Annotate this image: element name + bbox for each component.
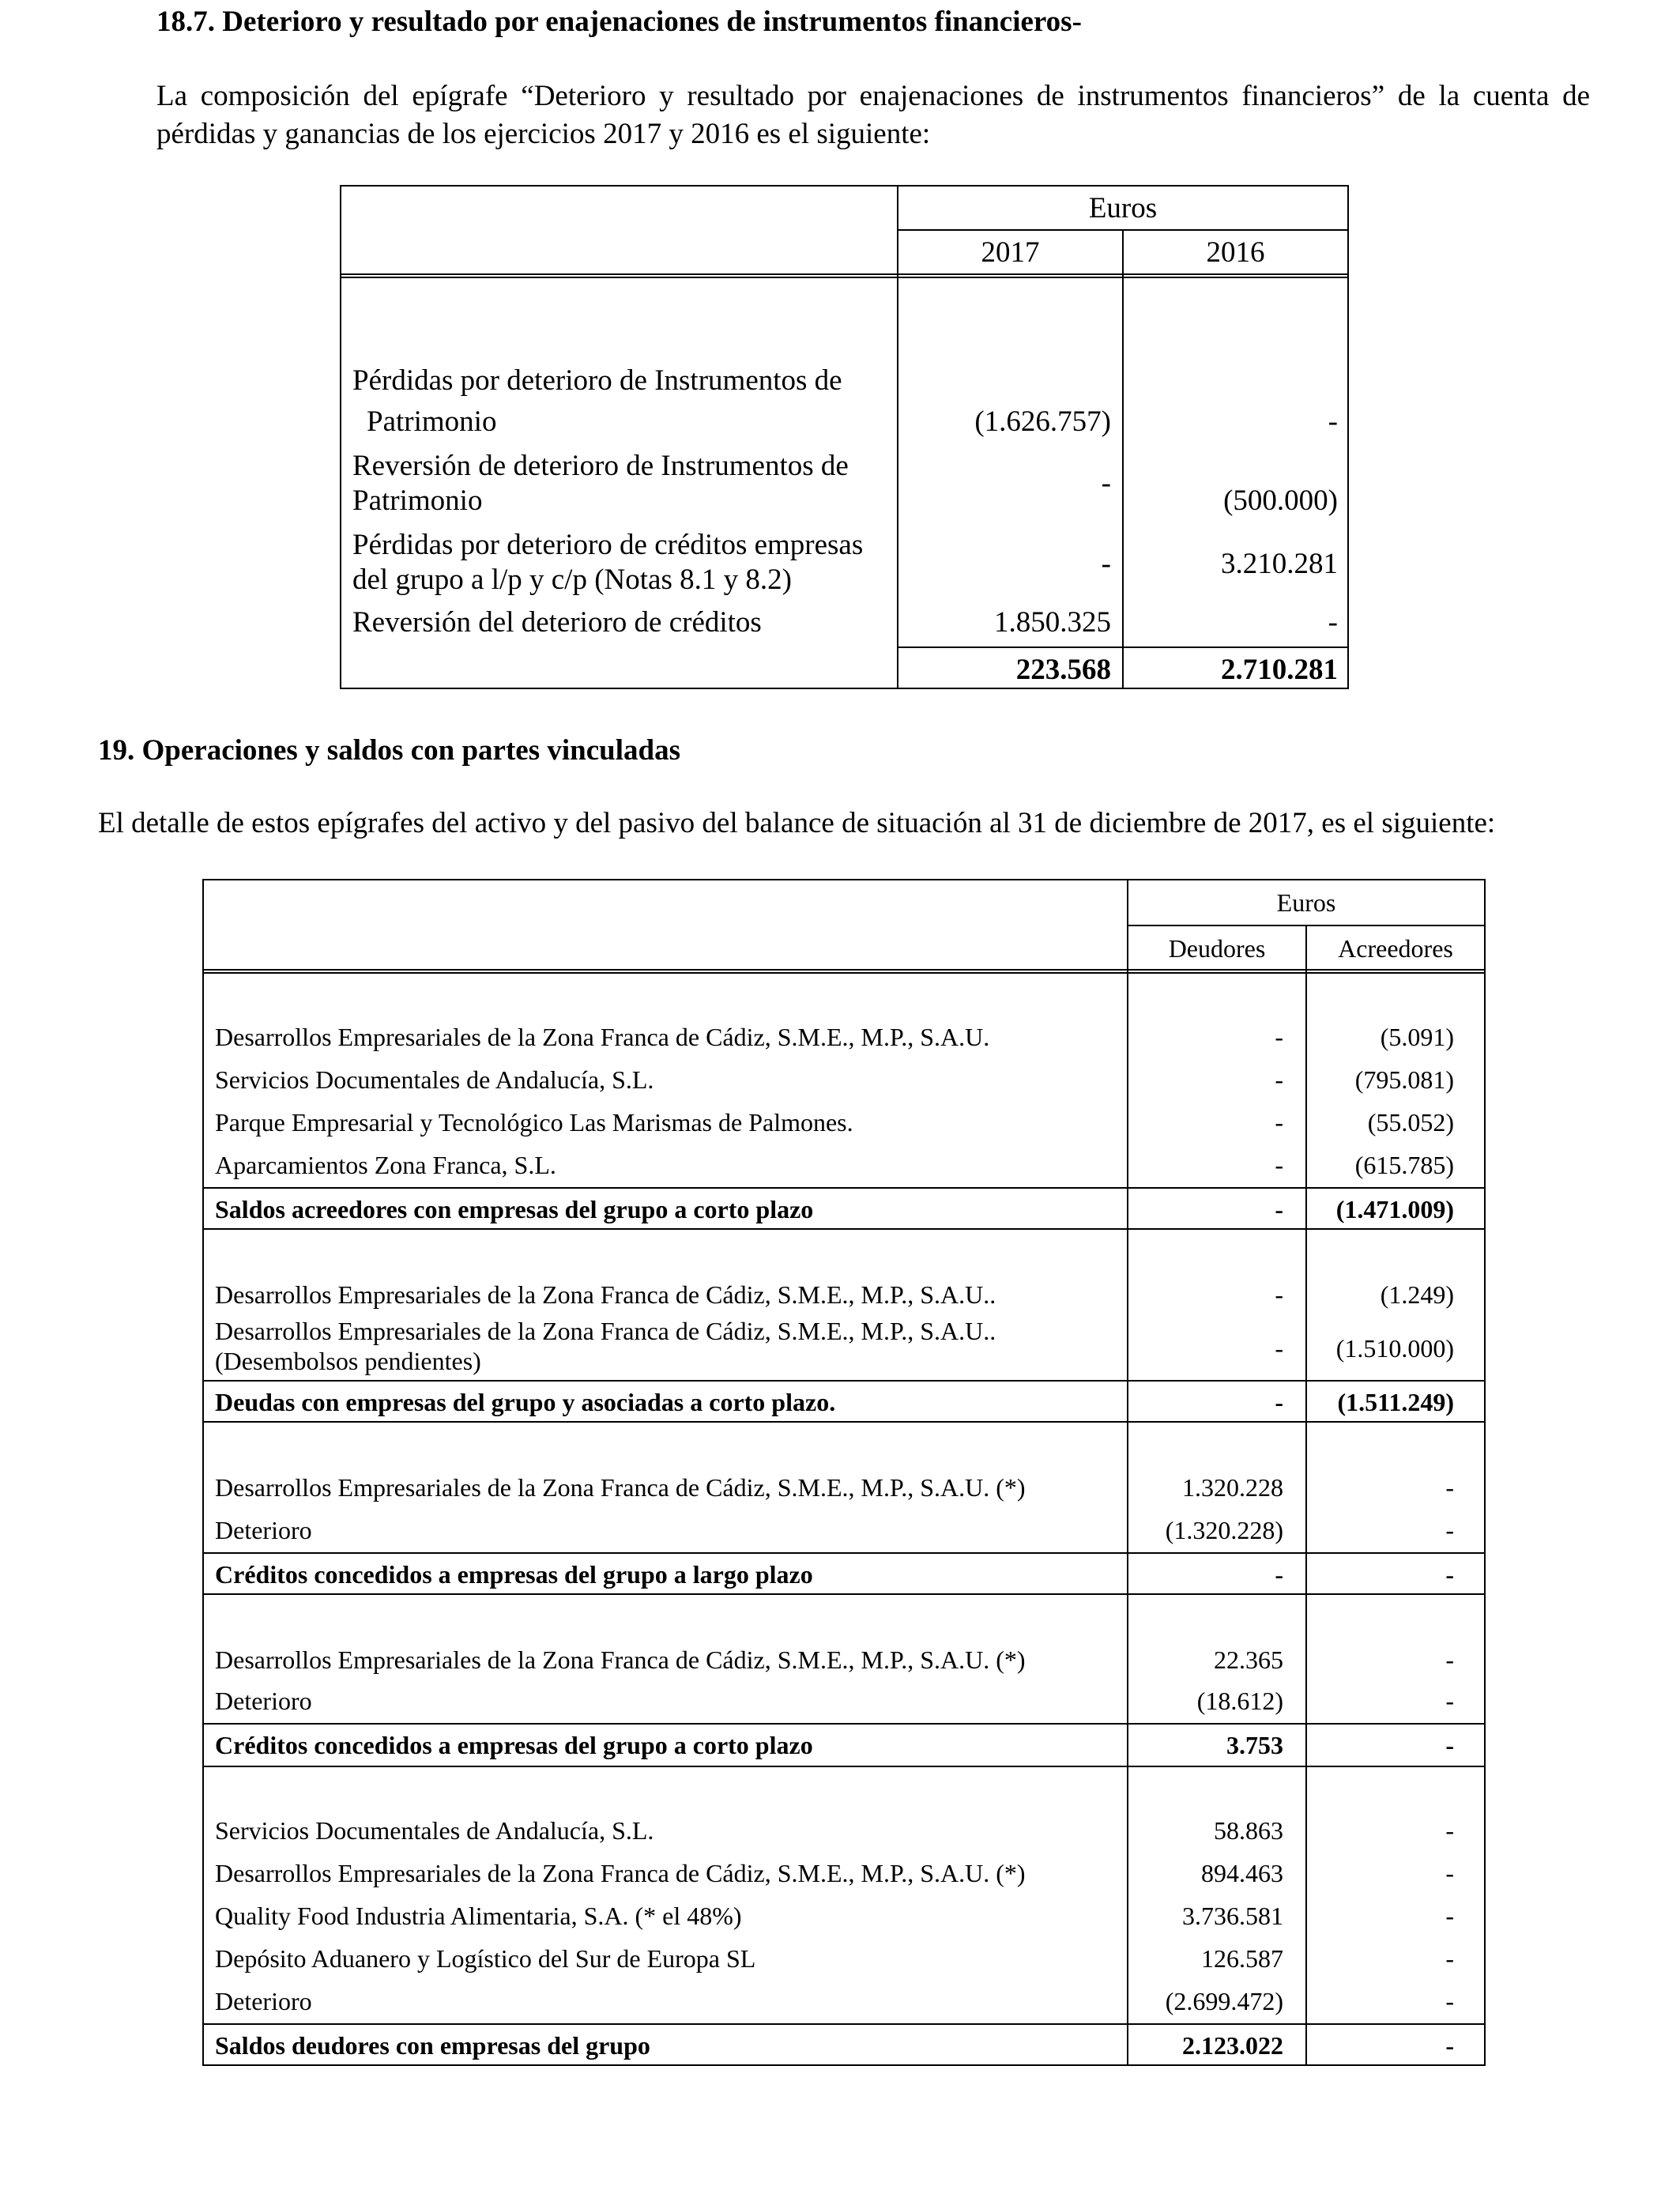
table-total-2016: 2.710.281 (1221, 654, 1338, 686)
table-row-label: Servicios Documentales de Andalucía, S.L. (215, 1816, 654, 1845)
table-total-acreedores: (1.511.249) (1337, 1388, 1454, 1416)
table-total-acreedores: - (1445, 1731, 1454, 1759)
table-cell-deudores: - (1275, 1108, 1283, 1137)
table-row-label: Desarrollos Empresariales de la Zona Franca de Cádiz, S.M.E., M.P., S.A.U. (*) (215, 1859, 1026, 1887)
table-row-label: Reversión de deterioro de Instrumentos de (352, 450, 849, 482)
table-cell-acreedores: (5.091) (1380, 1023, 1454, 1051)
table-row-label: Deterioro (215, 1516, 312, 1544)
table-cell-acreedores: - (1445, 1473, 1454, 1502)
table-row-label: Desarrollos Empresariales de la Zona Franca de Cádiz, S.M.E., M.P., S.A.U. (*) (215, 1473, 1026, 1502)
table-row-label: Aparcamientos Zona Franca, S.L. (215, 1151, 556, 1179)
table-row-label: Reversión del deterioro de créditos (352, 606, 762, 639)
table-cell-2016: (500.000) (1223, 484, 1338, 517)
table-cell-2017: - (1101, 548, 1111, 580)
table-row-label: (Desembolsos pendientes) (215, 1347, 481, 1375)
table-cell-deudores: 894.463 (1201, 1859, 1283, 1887)
section-18-7-paragraph: La composición del epígrafe “Deterioro y resultado por enajenaciones de instrumentos financieros” de la cuenta de pérdidas y ganancias de los ejercicios 2017 y 2016 es el siguiente: (156, 80, 1590, 150)
table-cell-acreedores: (795.081) (1354, 1065, 1454, 1094)
table-cell-2017: (1.626.757) (974, 405, 1111, 438)
table-cell-acreedores: - (1445, 1944, 1454, 1973)
table-cell-2016: 3.210.281 (1221, 548, 1338, 580)
table-cell-deudores: (18.612) (1196, 1687, 1283, 1715)
table-total-deudores: - (1275, 1195, 1283, 1223)
table-row-label: Pérdidas por deterioro de créditos empresas (352, 529, 864, 561)
table-total-label: Deudas con empresas del grupo y asociadas a corto plazo. (215, 1388, 836, 1416)
table-cell-deudores: - (1275, 1065, 1283, 1094)
table-total-deudores: 2.123.022 (1182, 2031, 1283, 2060)
table-cell-2017: - (1101, 467, 1111, 499)
table-total-label: Saldos acreedores con empresas del grupo a corto plazo (215, 1195, 814, 1223)
table-row-label: del grupo a l/p y c/p (Notas 8.1 y 8.2) (352, 564, 792, 596)
table-total-deudores: - (1275, 1388, 1283, 1416)
table-cell-deudores: 22.365 (1214, 1646, 1283, 1674)
table-row-label: Deterioro (215, 1987, 312, 2015)
table-row-label: Desarrollos Empresariales de la Zona Franca de Cádiz, S.M.E., M.P., S.A.U.. (215, 1280, 996, 1309)
table-deterioro-col-2017: 2017 (981, 236, 1040, 269)
table-row-label: Deterioro (215, 1687, 312, 1715)
table-row-label: Pérdidas por deterioro de Instrumentos de (352, 364, 842, 397)
table-cell-deudores: 1.320.228 (1182, 1473, 1283, 1502)
table-deterioro-col-2016: 2016 (1206, 236, 1265, 269)
table-cell-acreedores: - (1445, 1987, 1454, 2015)
table-total-label: Saldos deudores con empresas del grupo (215, 2031, 650, 2060)
table-cell-deudores: 58.863 (1214, 1816, 1283, 1845)
table-cell-acreedores: - (1445, 1902, 1454, 1930)
table-cell-acreedores: - (1445, 1687, 1454, 1715)
table-cell-acreedores: - (1445, 1859, 1454, 1887)
table-total-deudores: 3.753 (1226, 1731, 1283, 1759)
table-row-label: Desarrollos Empresariales de la Zona Franca de Cádiz, S.M.E., M.P., S.A.U.. (215, 1317, 996, 1345)
table-cell-acreedores: - (1445, 1646, 1454, 1674)
table-cell-2017: 1.850.325 (994, 606, 1111, 639)
table-cell-acreedores: (1.510.000) (1335, 1334, 1454, 1363)
table-row-label: Depósito Aduanero y Logístico del Sur de Europa SL (215, 1944, 756, 1973)
table-cell-deudores: - (1275, 1280, 1283, 1309)
table-row-label: Parque Empresarial y Tecnológico Las Marismas de Palmones. (215, 1108, 853, 1137)
table-total-deudores: - (1275, 1560, 1283, 1589)
table-row-label: Desarrollos Empresariales de la Zona Franca de Cádiz, S.M.E., M.P., S.A.U. (*) (215, 1646, 1026, 1674)
section-18-7-heading: 18.7. Deterioro y resultado por enajenaciones de instrumentos financieros- (156, 6, 1082, 38)
table-cell-acreedores: - (1445, 1816, 1454, 1845)
table-cell-deudores: (2.699.472) (1165, 1987, 1283, 2015)
table-cell-deudores: (1.320.228) (1165, 1516, 1283, 1544)
table-cell-acreedores: (55.052) (1367, 1108, 1454, 1137)
table-cell-deudores: 3.736.581 (1182, 1902, 1283, 1930)
table-pv-col-acreedores: Acreedores (1338, 934, 1453, 963)
table-cell-2016: - (1328, 606, 1338, 639)
table-row-label: Quality Food Industria Alimentaria, S.A. (* el 48%) (215, 1902, 742, 1930)
table-pv-header-euros: Euros (1276, 888, 1336, 917)
table-total-label: Créditos concedidos a empresas del grupo a largo plazo (215, 1560, 813, 1589)
table-cell-acreedores: (1.249) (1380, 1280, 1454, 1309)
section-19-heading: 19. Operaciones y saldos con partes vinculadas (98, 734, 680, 767)
table-cell-deudores: - (1275, 1334, 1283, 1363)
table-total-acreedores: - (1445, 1560, 1454, 1589)
table-pv-col-deudores: Deudores (1168, 934, 1266, 963)
table-total-2017: 223.568 (1015, 654, 1111, 686)
table-row-label: Servicios Documentales de Andalucía, S.L. (215, 1065, 654, 1094)
table-cell-acreedores: (615.785) (1354, 1151, 1454, 1179)
table-cell-deudores: - (1275, 1151, 1283, 1179)
table-cell-deudores: - (1275, 1023, 1283, 1051)
table-total-label: Créditos concedidos a empresas del grupo a corto plazo (215, 1731, 813, 1759)
table-cell-2016: - (1328, 405, 1338, 438)
table-deterioro-header-euros: Euros (1088, 192, 1158, 224)
table-cell-acreedores: - (1445, 1516, 1454, 1544)
table-row-label: Patrimonio (367, 405, 497, 438)
table-total-acreedores: (1.471.009) (1335, 1195, 1454, 1223)
table-row-label: Desarrollos Empresariales de la Zona Franca de Cádiz, S.M.E., M.P., S.A.U. (215, 1023, 990, 1051)
section-19-paragraph: El detalle de estos epígrafes del activo y del pasivo del balance de situación al 31 de diciembre de 2017, es el siguiente: (98, 807, 1496, 839)
table-row-label: Patrimonio (352, 484, 483, 517)
table-total-acreedores: - (1445, 2031, 1454, 2060)
table-cell-deudores: 126.587 (1201, 1944, 1283, 1973)
